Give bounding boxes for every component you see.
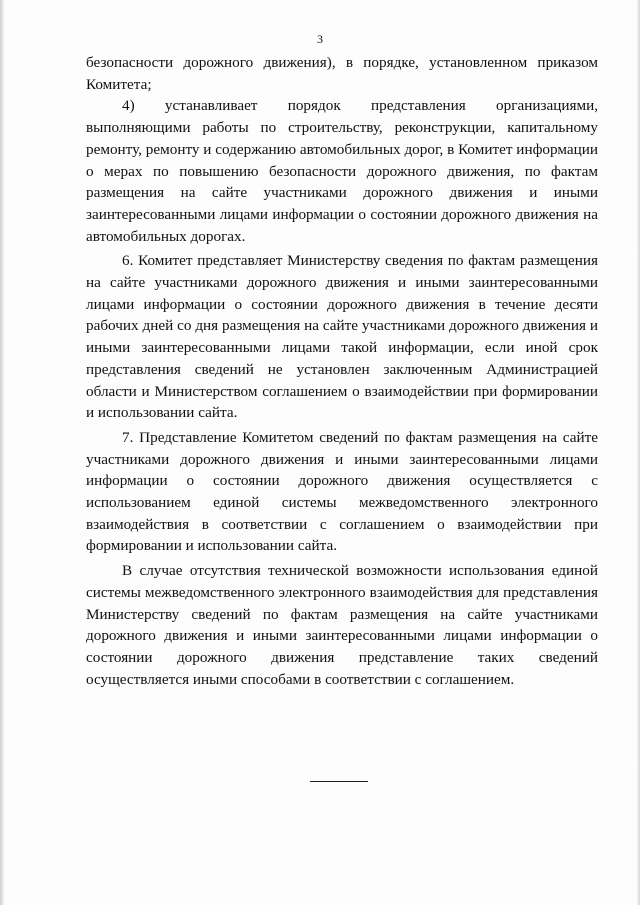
end-of-document-line xyxy=(310,781,368,782)
paragraph-item-4: 4) устанавливает порядок представления организациями, выполняющими работы по строительству, реконструкции, капитальному ремонту, ремонту и содержанию автомобильных дорог, в Комитет информации о мерах по повышению безопасности дорожного движения, по фактам размещения на сайте участниками дорожного движения и иными заинтересованными лицами информации о состоянии дорожного движения на автомобильных дорогах. xyxy=(86,97,598,245)
scan-edge-left xyxy=(0,0,4,905)
paragraph-continuation: безопасности дорожного движения), в порядке, установленном приказом Комитета; xyxy=(86,54,598,93)
paragraph-section-7: 7. Представление Комитетом сведений по фактам размещения на сайте участниками дорожного движения и иными заинтересованными лицами информации о состоянии дорожного движения осуществляется с использованием единой системы межведомственного электронного взаимодействия в соответствии с соглашением о взаимодействии при формировании и использовании сайта. xyxy=(86,428,598,555)
document-body xyxy=(86,52,598,690)
paragraph-section-6: 6. Комитет представляет Министерству сведения по фактам размещения на сайте участниками дорожного движения и иными заинтересованными лицами информации о состоянии дорожного движения в течение десяти рабочих дней со дня размещения на сайте участниками дорожного движения и иными заинтересованными лицами такой информации, если иной срок представления сведений не установлен заключенным Администрацией области и Министерством соглашением о взаимодействии при формировании и использовании сайта. xyxy=(86,252,598,422)
page-number: 3 xyxy=(317,32,323,46)
paragraph-fallback-case: В случае отсутствия технической возможности использования единой системы межведомственного электронного взаимодействия для представления Министерству сведений по фактам размещения на сайте участниками дорожного движения и иными заинтересованными лицами информации о состоянии дорожного движения представление таких сведений осуществляется иными способами в соответствии с соглашением. xyxy=(86,562,598,688)
